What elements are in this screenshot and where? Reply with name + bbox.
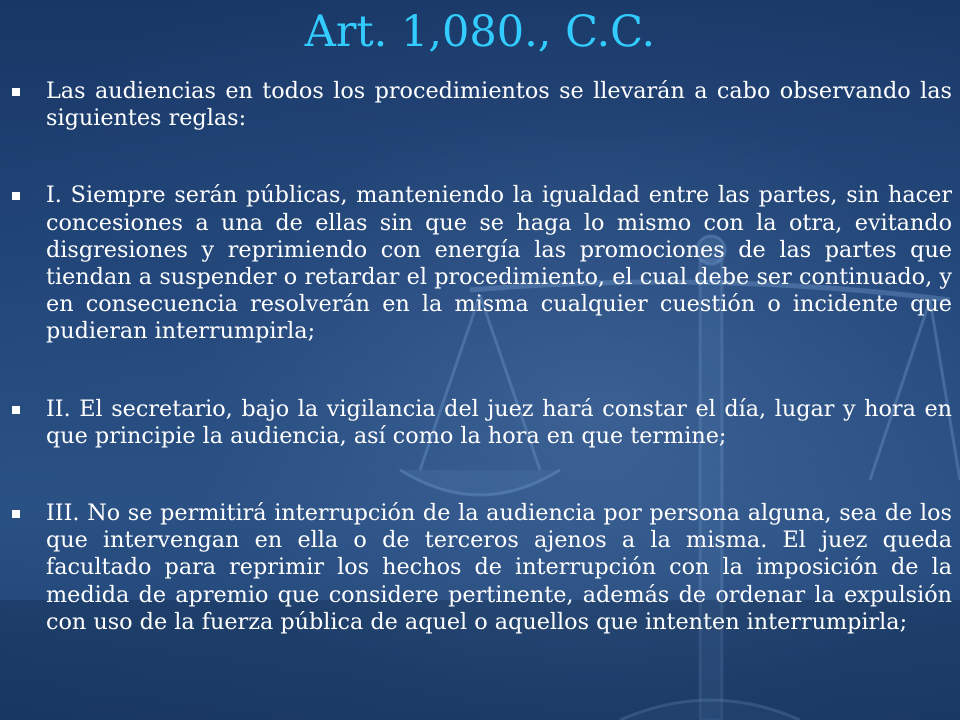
square-bullet-icon: [12, 88, 20, 96]
slide-body: [12, 78, 952, 636]
slide-title: Art. 1,080., C.C.: [304, 7, 656, 57]
square-bullet-icon: [12, 406, 20, 414]
list-item: [12, 182, 952, 345]
paragraph-intro: Las audiencias en todos los procedimientos se llevarán a cabo observando las siguientes reglas:: [46, 78, 952, 132]
square-bullet-icon: [12, 510, 20, 518]
square-bullet-icon: [12, 192, 20, 200]
paragraph-rule-3: III. No se permitirá interrupción de la audiencia por persona alguna, sea de los que intervengan en ella o de terceros ajenos a la misma. El juez queda facultado para reprimir los hechos de interrupción con la imposición de la medida de apremio que considere pertinente, además de ordenar la expulsión con uso de la fuerza pública de aquel o aquellos que intenten interrumpirla;: [46, 500, 952, 635]
list-item: [12, 500, 952, 636]
list-item: [12, 78, 952, 132]
list-item: [12, 396, 952, 450]
paragraph-rule-1: I. Siempre serán públicas, manteniendo la igualdad entre las partes, sin hacer concesiones a una de ellas sin que se haga lo mismo con la otra, evitando disgresiones y reprimiendo con energía las promociones de las partes que tiendan a suspender o retardar el procedimiento, el cual debe ser continuado, y en consecuencia resolverán en la misma cualquier cuestión o incidente que pudieran interrumpirla;: [46, 182, 952, 345]
paragraph-rule-2: II. El secretario, bajo la vigilancia del juez hará constar el día, lugar y hora en que principie la audiencia, así como la hora en que termine;: [46, 395, 952, 449]
